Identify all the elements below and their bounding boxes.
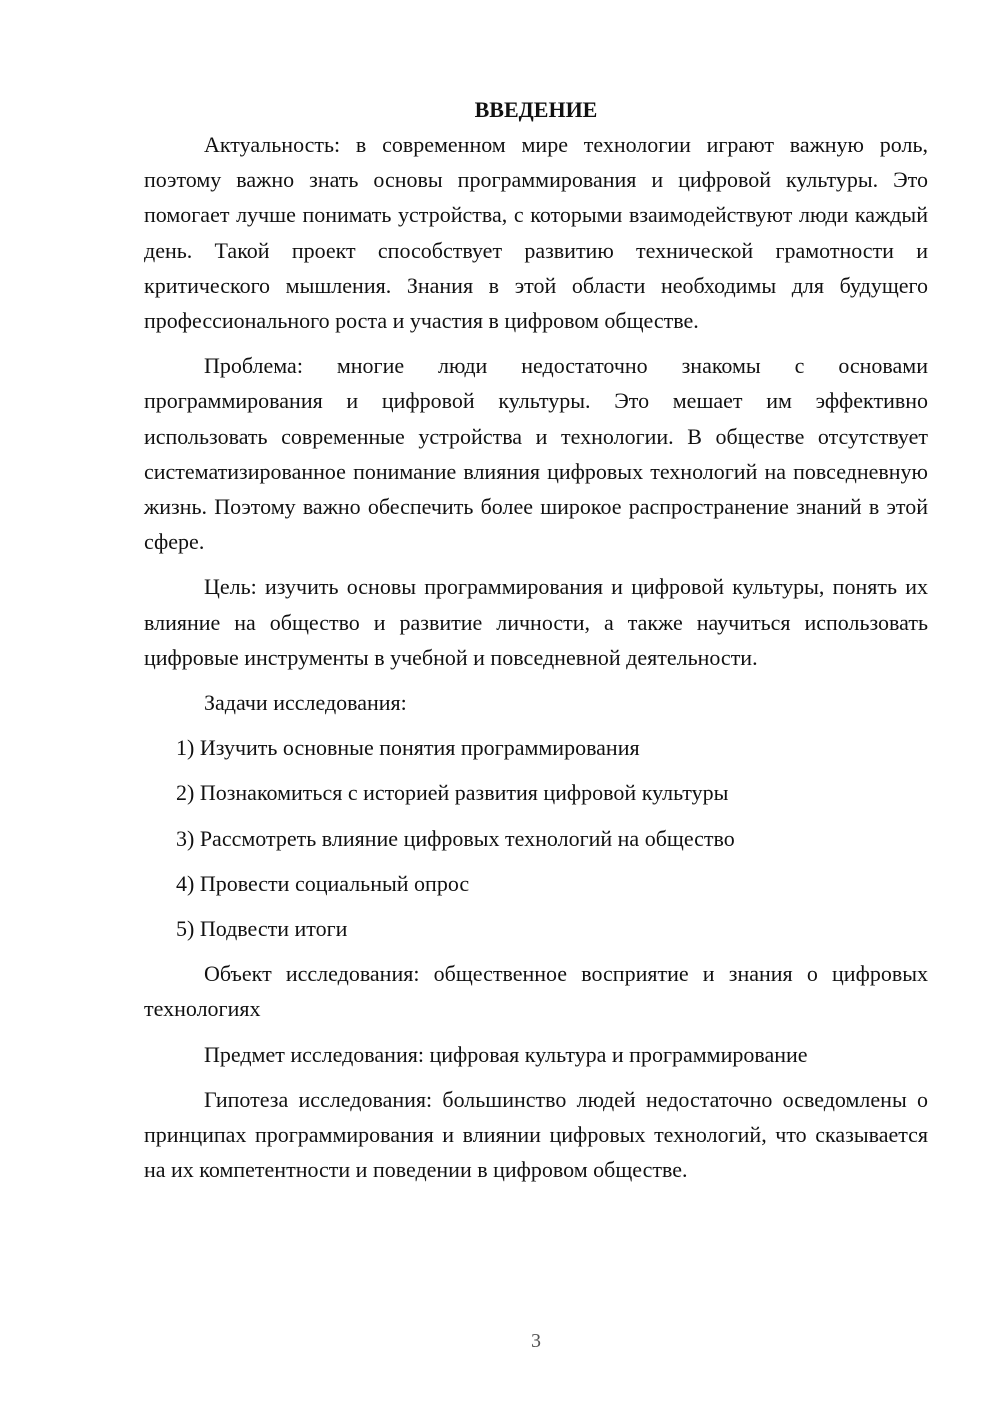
list-item: 5) Подвести итоги: [176, 916, 348, 942]
list-item: 2) Познакомиться с историей развития цифровой культуры: [176, 780, 729, 806]
paragraph-object: Объект исследования: общественное восприятие и знания о цифровых технологиях: [144, 961, 928, 1022]
page-number: 3: [531, 1330, 541, 1352]
paragraph-hypothesis: Гипотеза исследования: большинство людей недостаточно осведомлены о принципах программирования и влиянии цифровых технологий, что сказывается на их компетентности и поведении в цифровом обществе.: [144, 1086, 928, 1183]
paragraph-subject: Предмет исследования: цифровая культура и программирование: [204, 1041, 808, 1067]
section-heading: ВВЕДЕНИЕ: [474, 97, 598, 122]
tasks-list: [144, 730, 928, 946]
list-item: 1) Изучить основные понятия программирования: [176, 735, 640, 761]
tasks-title: Задачи исследования:: [204, 690, 407, 716]
paragraph-relevance: Актуальность: в современном мире технологии играют важную роль, поэтому важно знать основы программирования и цифровой культуры. Это помогает лучше понимать устройства, с которыми взаимодействуют люди каждый день. Такой проект способствует развитию технической грамотности и критического мышления. Знания в этой области необходимы для будущего профессионального роста и участия в цифровом обществе.: [144, 132, 928, 334]
paragraph-goal: Цель: изучить основы программирования и цифровой культуры, понять их влияние на общество и развитие личности, а также научиться использовать цифровые инструменты в учебной и повседневной деятельности.: [144, 574, 928, 670]
list-item: 3) Рассмотреть влияние цифровых технологий на общество: [176, 825, 735, 851]
paragraph-problem: Проблема: многие люди недостаточно знакомы с основами программирования и цифровой культуры. Это мешает им эффективно использовать современные устройства и технологии. В обществе отсутствует систематизированное понимание влияния цифровых технологий на повседневную жизнь. Поэтому важно обеспечить более широкое распространение знаний в этой сфере.: [144, 353, 928, 555]
list-item: 4) Провести социальный опрос: [176, 870, 470, 896]
document-page: [144, 92, 928, 1197]
